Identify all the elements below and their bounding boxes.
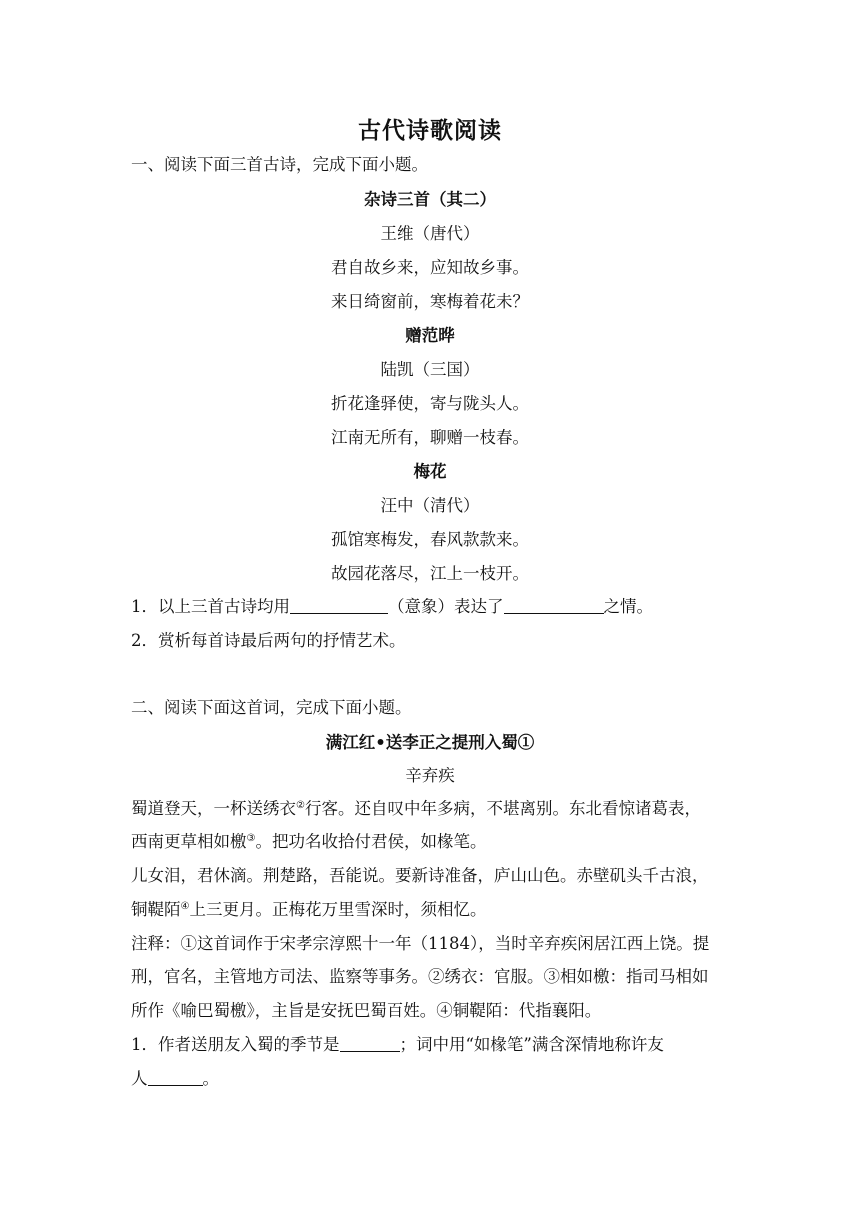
poem2-author: 陆凯（三国） (380, 360, 480, 379)
note-line2: 刑，官名，主管地方司法、监察等事务。②绣衣：官服。③相如檄：指司马相如 (131, 967, 709, 986)
answer-blank[interactable] (290, 596, 388, 614)
ci-title: 满江红•送李正之提刑入蜀① (325, 733, 535, 752)
ci-text-line1: 蜀道登天，一杯送绣衣②行客。还自叹中年多病，不堪离别。东北看惊诸葛表， (131, 799, 701, 818)
poem1-line1: 君自故乡来，应知故乡事。 (331, 258, 529, 277)
question-2-1-cont: 人 。 (131, 1069, 219, 1088)
question-2-1: 1．作者送朋友入蜀的季节是 ；词中用“如椽笔”满含深情地称许友 (131, 1035, 664, 1054)
answer-blank[interactable] (504, 596, 604, 614)
answer-blank[interactable] (148, 1068, 203, 1086)
ci-text-line3: 儿女泪，君休滴。荆楚路，吾能说。要新诗准备，庐山山色。赤壁矶头千古浪， (131, 866, 709, 885)
note-line1: 注释：①这首词作于宋孝宗淳熙十一年（1184），当时辛弃疾闲居江西上饶。提 (131, 934, 710, 953)
question-1-1: 1．以上三首古诗均用 （意象）表达了 之情。 (131, 597, 653, 616)
ci-author: 辛弃疾 (405, 766, 455, 785)
ci-text-line4: 铜鞮陌④上三更月。正梅花万里雪深时，须相忆。 (131, 900, 487, 919)
poem1-author: 王维（唐代） (380, 224, 480, 243)
poem2-line2: 江南无所有，聊赠一枝春。 (331, 428, 529, 447)
poem3-line2: 故园花落尽，江上一枝开。 (331, 564, 529, 583)
poem3-line1: 孤馆寒梅发，春风款款来。 (331, 530, 529, 549)
question-1-2: 2．赏析每首诗最后两句的抒情艺术。 (131, 631, 406, 650)
poem3-title: 梅花 (413, 462, 447, 481)
ci-text-line2: 西南更草相如檄③。把功名收拾付君侯，如椽笔。 (131, 832, 487, 851)
page-title: 古代诗歌阅读 (358, 117, 502, 144)
section1-heading: 一、阅读下面三首古诗，完成下面小题。 (131, 155, 428, 174)
section2-heading: 二、阅读下面这首词，完成下面小题。 (131, 698, 412, 717)
poem2-line1: 折花逢驿使，寄与陇头人。 (331, 394, 529, 413)
poem2-title: 赠范晔 (405, 326, 455, 345)
poem1-line2: 来日绮窗前，寒梅着花未？ (331, 292, 529, 311)
poem1-title: 杂诗三首（其二） (364, 190, 496, 209)
note-line3: 所作《喻巴蜀檄》，主旨是安抚巴蜀百姓。④铜鞮陌：代指襄阳。 (131, 1001, 602, 1020)
poem3-author: 汪中（清代） (380, 496, 480, 515)
answer-blank[interactable] (340, 1034, 400, 1052)
